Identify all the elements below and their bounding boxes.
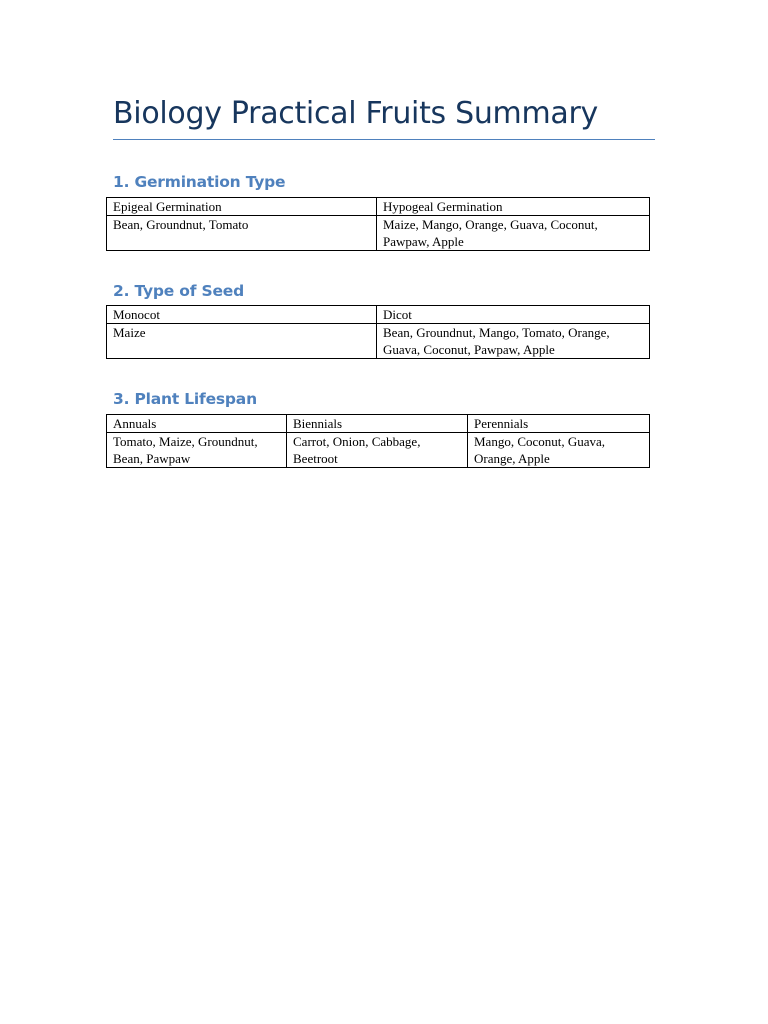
table-header-row [107, 198, 650, 216]
table-header-row [107, 306, 650, 324]
table-cell: Maize [107, 324, 377, 359]
table-header-cell: Hypogeal Germination [377, 198, 650, 216]
table-cell: Carrot, Onion, Cabbage, Beetroot [287, 433, 468, 468]
germination-type-table [106, 197, 650, 251]
table-header-cell: Perennials [468, 415, 650, 433]
table-header-cell: Biennials [287, 415, 468, 433]
table-header-cell: Dicot [377, 306, 650, 324]
table-cell: Maize, Mango, Orange, Guava, Coconut, Pawpaw, Apple [377, 216, 650, 251]
table-cell: Mango, Coconut, Guava, Orange, Apple [468, 433, 650, 468]
table-row [107, 216, 650, 251]
table-cell: Bean, Groundnut, Tomato [107, 216, 377, 251]
plant-lifespan-table [106, 414, 650, 468]
table-header-row [107, 415, 650, 433]
table-header-cell: Epigeal Germination [107, 198, 377, 216]
table-row [107, 324, 650, 359]
section-heading-type-of-seed: 2. Type of Seed [113, 282, 244, 300]
table-cell: Tomato, Maize, Groundnut, Bean, Pawpaw [107, 433, 287, 468]
type-of-seed-table [106, 305, 650, 359]
section-heading-germination-type: 1. Germination Type [113, 173, 286, 191]
table-header-cell: Monocot [107, 306, 377, 324]
section-heading-plant-lifespan: 3. Plant Lifespan [113, 390, 257, 408]
table-cell: Bean, Groundnut, Mango, Tomato, Orange, Guava, Coconut, Pawpaw, Apple [377, 324, 650, 359]
title-underline-rule [113, 139, 655, 140]
table-header-cell: Annuals [107, 415, 287, 433]
document-title: Biology Practical Fruits Summary [113, 96, 598, 131]
table-row [107, 433, 650, 468]
